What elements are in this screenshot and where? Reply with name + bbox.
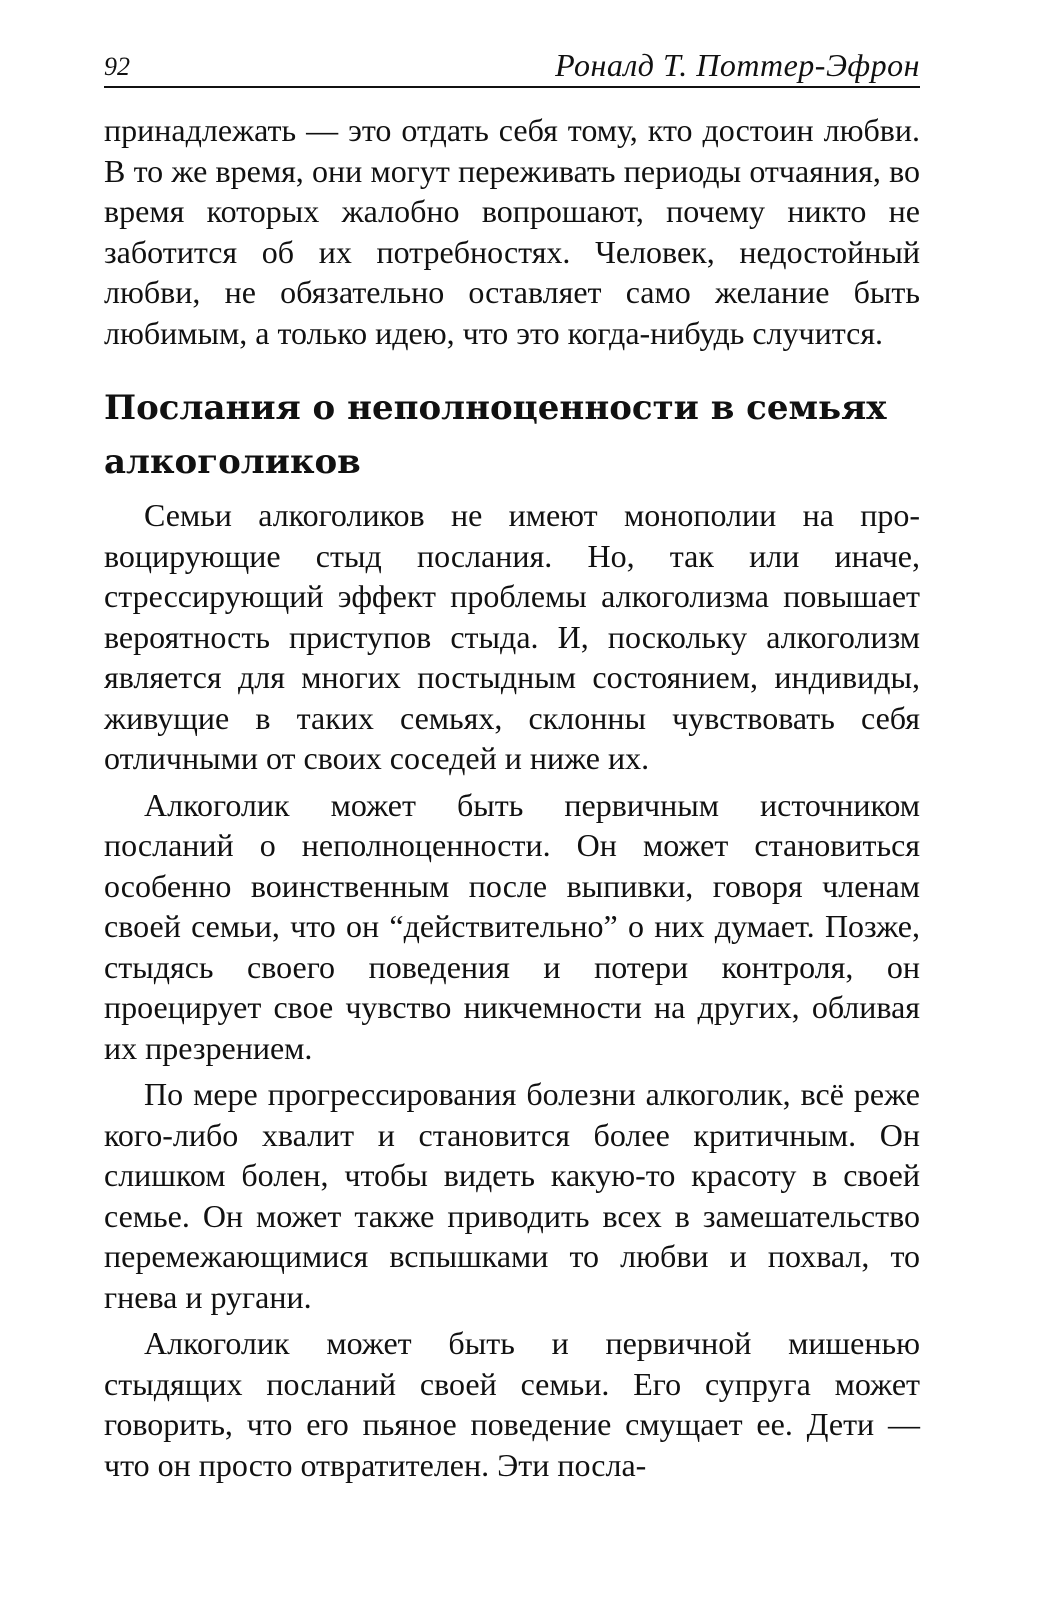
paragraph-2: Алкоголик может быть первичным источником посланий о неполноценности. Он может становиться особенно воинственным после выпивки, говоря членам своей семьи, что он “действительно” о них думает. Позже, стыдясь своего поведения и потери контроля, он проецирует свое чувство никчемности на других, обливая их презрением. [104, 786, 920, 1066]
body-text [104, 110, 920, 1485]
intro-paragraph: принадлежать — это отдать себя тому, кто достоин любви. В то же время, они могут переживать периоды отчаяния, во время которых жалобно вопрошают, почему никто не заботится об их потребностях. Человек, недостойный любви, не обязательно оставляет само желание быть любимым, а только идею, что это когда-нибудь случится. [104, 112, 920, 351]
running-header [104, 40, 920, 88]
running-title: Роналд Т. Поттер-Эфрон [555, 47, 920, 83]
paragraph-4: Алкоголик может быть и первичной мишенью стыдящих посланий своей семьи. Его супруга может говорить, что его пьяное поведение смущает ее. Дети — что он просто отвратителен. Эти посла- [104, 1325, 920, 1483]
book-page [104, 40, 920, 1485]
paragraph-1: Семьи алкоголиков не имеют монополии на провоцирующие стыд послания. Но, так или иначе, стрессирующий эффект проблемы алкоголизма повышает вероятность приступов стыда. И, поскольку алкоголизм является для многих постыдным состоянием, индивиды, живущие в таких семьях, склонны чувствовать себя отличными от своих соседей и ниже их. [104, 497, 920, 776]
paragraph-3: По мере прогрессирования болезни алкоголик, всё реже кого-либо хвалит и становится более критичным. Он слишком болен, чтобы видеть какую-то красоту в своей семье. Он может также приводить всех в замешательство перемежающимися вспышками то любви и похвал, то гнева и ругани. [104, 1076, 920, 1315]
section-heading: Послания о неполноценности в семьях алкоголиков [104, 388, 887, 482]
page-number: 92 [104, 52, 130, 81]
